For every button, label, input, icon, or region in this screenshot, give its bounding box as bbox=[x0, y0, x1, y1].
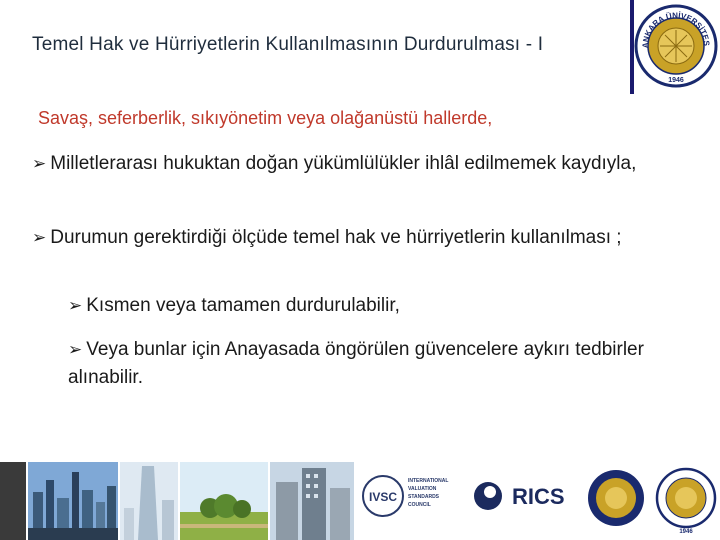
svg-text:STANDARDS: STANDARDS bbox=[408, 494, 440, 500]
tower-photo bbox=[120, 462, 178, 540]
bullet-text: Kısmen veya tamamen durdurulabilir, bbox=[86, 295, 400, 316]
buildings-photo bbox=[270, 462, 354, 540]
bullet-text: Durumun gerektirdiği ölçüde temel hak ve hürriyetlerin kullanılması ; bbox=[50, 227, 622, 248]
ivsc-logo bbox=[356, 462, 466, 540]
city-skyline-photo bbox=[28, 462, 118, 540]
svg-text:VALUATION: VALUATION bbox=[408, 486, 437, 492]
slide-title: Temel Hak ve Hürriyetlerin Kullanılmasının Durdurulması - I bbox=[32, 34, 544, 55]
svg-text:RICS: RICS bbox=[512, 484, 565, 509]
svg-text:IVSC: IVSC bbox=[368, 490, 398, 504]
footer-seal-logo bbox=[582, 462, 650, 540]
arrow-bullet-icon: ➢ bbox=[32, 154, 47, 174]
svg-text:COUNCIL: COUNCIL bbox=[408, 502, 431, 508]
bullet-text: Veya bunlar için Anayasada öngörülen güvencelere aykırı tedbirler alınabilir. bbox=[68, 339, 644, 388]
footer-university-logo bbox=[652, 462, 720, 540]
arrow-bullet-icon: ➢ bbox=[32, 228, 47, 248]
arrow-bullet-icon: ➢ bbox=[68, 340, 83, 360]
svg-text:ANKARA ÜNİVERSİTESİ: ANKARA ÜNİVERSİTES bbox=[640, 10, 712, 49]
footer-dark-strip bbox=[0, 462, 26, 540]
bullet-item-3 bbox=[68, 292, 688, 320]
landscape-photo bbox=[180, 462, 268, 540]
footer-banner bbox=[0, 462, 720, 540]
arrow-bullet-icon: ➢ bbox=[68, 296, 83, 316]
bullet-text: Milletlerarası hukuktan doğan yükümlülükler ihlâl edilmemek kaydıyla, bbox=[50, 153, 637, 174]
svg-text:1946: 1946 bbox=[668, 77, 684, 84]
bullet-item-2 bbox=[32, 224, 692, 252]
rics-logo bbox=[468, 462, 580, 540]
slide-subtitle: Savaş, seferberlik, sıkıyönetim veya olağanüstü hallerde, bbox=[38, 108, 493, 128]
svg-text:1946: 1946 bbox=[679, 529, 693, 535]
svg-text:INTERNATIONAL: INTERNATIONAL bbox=[408, 478, 449, 484]
bullet-item-1 bbox=[32, 150, 692, 178]
bullet-item-4 bbox=[68, 336, 688, 391]
university-seal-logo bbox=[634, 4, 718, 88]
